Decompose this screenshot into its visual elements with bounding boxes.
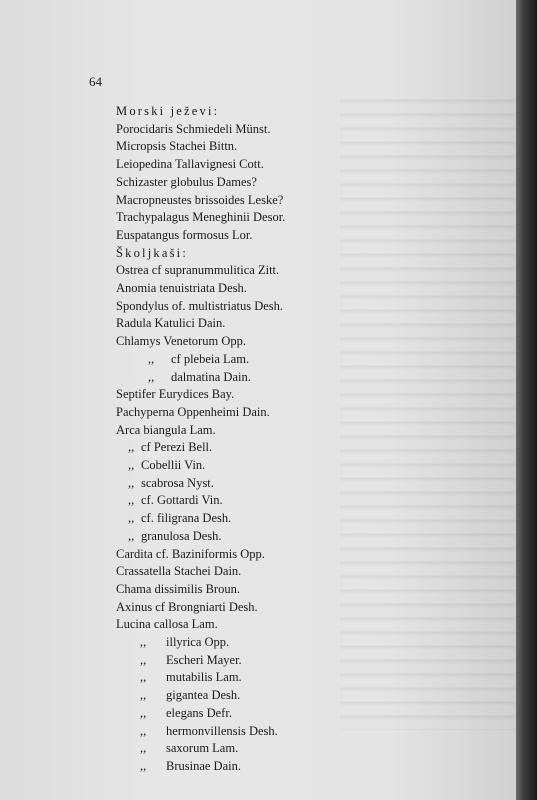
species-entry: Ostrea cf supranummulitica Zitt. xyxy=(116,263,280,278)
species-entry: Crassatella Stachei Dain. xyxy=(116,564,242,579)
species-entry: Porocidaris Schmiedeli Münst. xyxy=(116,121,271,136)
ditto-mark: ,, xyxy=(140,741,147,756)
species-entry: Chlamys Venetorum Opp. xyxy=(116,334,246,349)
species-entry: Trachypalagus Meneghinii Desor. xyxy=(116,210,286,225)
ditto-mark: ,, xyxy=(140,723,147,738)
page-number: 64 xyxy=(89,74,102,89)
ditto-mark: ,, xyxy=(140,670,147,685)
species-subentry: illyrica Opp. xyxy=(166,635,230,649)
species-subentry: hermonvillensis Desh. xyxy=(166,723,278,738)
species-subentry: Cobellii Vin. xyxy=(141,458,206,472)
species-subentry: saxorum Lam. xyxy=(166,741,239,756)
species-entry: Macropneustes brissoides Leske? xyxy=(116,192,284,207)
species-subentry: granulosa Desh. xyxy=(141,528,222,543)
species-entry: Chama dissimilis Broun. xyxy=(116,581,240,596)
species-subentry: scabrosa Nyst. xyxy=(141,475,214,490)
species-entry: Axinus cf Brongniarti Desh. xyxy=(116,599,258,614)
species-entry: Anomia tenuistriata Desh. xyxy=(116,281,247,295)
ditto-mark: ,, xyxy=(128,458,135,472)
species-subentry: cf plebeia Lam. xyxy=(171,351,250,366)
species-subentry: gigantea Desh. xyxy=(166,688,241,703)
ditto-mark: ,, xyxy=(128,475,135,490)
species-entry: Radula Katulici Dain. xyxy=(116,316,226,331)
species-subentry: cf. filigrana Desh. xyxy=(141,511,232,526)
ditto-mark: ,, xyxy=(140,652,147,667)
ditto-mark: ,, xyxy=(140,705,147,720)
species-entry: Arca biangula Lam. xyxy=(116,422,216,437)
species-entry: Leiopedina Tallavignesi Cott. xyxy=(116,157,264,172)
ditto-mark: ,, xyxy=(140,758,147,773)
species-entry: Septifer Eurydices Bay. xyxy=(116,387,235,402)
show-through-text xyxy=(340,90,516,730)
book-binding-edge xyxy=(516,0,537,800)
species-subentry: dalmatina Dain. xyxy=(171,369,251,384)
ditto-mark: ,, xyxy=(128,440,135,455)
ditto-mark: ,, xyxy=(148,369,155,384)
species-subentry: cf Perezi Bell. xyxy=(141,440,213,455)
section-heading: Morski ježevi: xyxy=(116,104,220,118)
ditto-mark: ,, xyxy=(128,511,135,526)
section-heading: Školjkaši: xyxy=(116,245,189,260)
ditto-mark: ,, xyxy=(140,635,147,649)
species-subentry: mutabilis Lam. xyxy=(166,670,242,685)
species-subentry: Brusinae Dain. xyxy=(166,758,241,773)
species-entry: Micropsis Stachei Bittn. xyxy=(116,139,238,154)
species-entry: Lucina callosa Lam. xyxy=(116,617,218,632)
ditto-mark: ,, xyxy=(128,528,135,543)
ditto-mark: ,, xyxy=(128,493,135,508)
species-subentry: Escheri Mayer. xyxy=(166,652,242,667)
species-entry: Pachyperna Oppenheimi Dain. xyxy=(116,404,270,419)
species-subentry: cf. Gottardi Vin. xyxy=(141,493,223,508)
species-entry: Schizaster globulus Dames? xyxy=(116,174,257,189)
species-entry: Cardita cf. Baziniformis Opp. xyxy=(116,546,265,561)
species-entry: Spondylus of. multistriatus Desh. xyxy=(116,298,284,313)
species-entry: Euspatangus formosus Lor. xyxy=(116,227,253,242)
species-subentry: elegans Defr. xyxy=(166,705,232,720)
ditto-mark: ,, xyxy=(140,688,147,703)
ditto-mark: ,, xyxy=(148,351,155,366)
